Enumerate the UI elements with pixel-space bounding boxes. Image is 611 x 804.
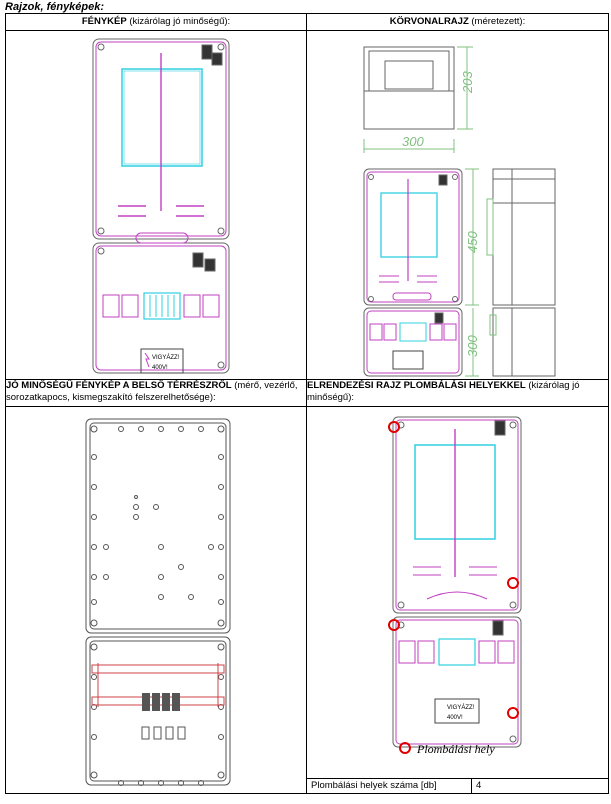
dim-width: 300 — [402, 134, 424, 149]
seal-marker-2 — [508, 578, 518, 588]
dim-height-top: 203 — [460, 71, 475, 93]
drawings-table — [5, 13, 609, 794]
layout-warning-line2: 400V! — [447, 715, 463, 721]
footer-cell — [307, 778, 609, 793]
legend-label: Plombálási hely — [417, 742, 495, 756]
dim-height-mid: 450 — [465, 231, 480, 253]
photo-cell — [6, 31, 307, 380]
inner-header: JÓ MINŐSÉGŰ FÉNYKÉP A BELSŐ TÉRRÉSZRŐL (mérő, vezérlő, sorozatkapocs, kismegszakító felszerelhetősége): — [6, 380, 307, 407]
layout-warning-line1: VIGYÁZZ! — [447, 705, 475, 711]
front-photo-drawing — [6, 31, 307, 379]
dim-height-low: 300 — [465, 335, 480, 357]
drawing-cell — [307, 31, 609, 380]
photo-warning-line1: VIGYÁZZ! — [152, 355, 180, 361]
seal-marker-4 — [508, 708, 518, 718]
inner-photo-cell — [6, 407, 307, 794]
seal-marker-1 — [389, 422, 399, 432]
photo-header: FÉNYKÉP (kizárólag jó minőségű): — [6, 14, 307, 31]
inner-photo-drawing — [6, 407, 307, 793]
seal-layout-drawing — [307, 407, 609, 777]
footer-value: 4 — [476, 779, 482, 791]
footer-label: Plombálási helyek száma [db] — [307, 779, 472, 793]
page-title: Rajzok, fényképek: — [5, 1, 105, 13]
dimension-drawing — [307, 31, 609, 379]
drawing-header: KÖRVONALRAJZ (méretezett): — [307, 14, 609, 31]
layout-cell — [307, 407, 609, 779]
photo-warning-line2: 400V! — [152, 365, 168, 371]
layout-header: ELRENDEZÉSI RAJZ PLOMBÁLÁSI HELYEKKEL (kizárólag jó minőségű): — [307, 380, 609, 407]
